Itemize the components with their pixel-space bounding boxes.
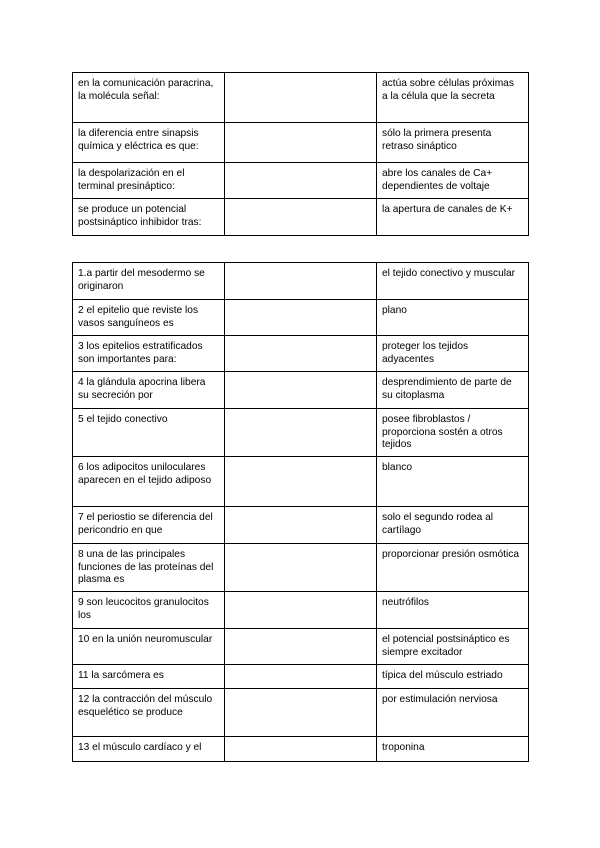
question-cell: la despolarización en el terminal presináptico:	[73, 163, 225, 199]
answer-cell: solo el segundo rodea al cartílago	[377, 507, 529, 544]
table-row	[73, 689, 529, 737]
question-cell: 7 el periostio se diferencia del pericondrio en que	[73, 507, 225, 544]
answer-cell: el potencial postsináptico es siempre excitador	[377, 629, 529, 665]
blank-cell	[225, 629, 377, 665]
answer-cell: sólo la primera presenta retraso sináptico	[377, 123, 529, 163]
table-row	[73, 409, 529, 457]
table-row	[73, 665, 529, 689]
blank-cell	[225, 263, 377, 300]
question-cell: 1.a partir del mesodermo se originaron	[73, 263, 225, 300]
table-row	[73, 73, 529, 123]
answer-cell: proporcionar presión osmótica	[377, 544, 529, 592]
answer-cell: por estimulación nerviosa	[377, 689, 529, 737]
blank-cell	[225, 737, 377, 762]
question-cell: 9 son leucocitos granulocitos los	[73, 592, 225, 629]
question-cell: 2 el epitelio que reviste los vasos sanguíneos es	[73, 300, 225, 336]
question-cell: 3 los epitelios estratificados son importantes para:	[73, 336, 225, 372]
question-cell: se produce un potencial postsináptico inhibidor tras:	[73, 199, 225, 236]
question-cell: 8 una de las principales funciones de las proteínas del plasma es	[73, 544, 225, 592]
question-table-1	[72, 72, 529, 236]
table-row	[73, 544, 529, 592]
question-table-2	[72, 262, 529, 762]
table-row	[73, 372, 529, 409]
question-cell: en la comunicación paracrina, la molécula señal:	[73, 73, 225, 123]
table-row	[73, 300, 529, 336]
blank-cell	[225, 123, 377, 163]
table-row	[73, 336, 529, 372]
answer-cell: blanco	[377, 457, 529, 507]
answer-cell: el tejido conectivo y muscular	[377, 263, 529, 300]
blank-cell	[225, 73, 377, 123]
table-row	[73, 263, 529, 300]
answer-cell: troponina	[377, 737, 529, 762]
blank-cell	[225, 163, 377, 199]
table-row	[73, 123, 529, 163]
blank-cell	[225, 372, 377, 409]
blank-cell	[225, 457, 377, 507]
answer-cell: actúa sobre células próximas a la célula que la secreta	[377, 73, 529, 123]
blank-cell	[225, 544, 377, 592]
question-cell: 6 los adipocitos uniloculares aparecen en el tejido adiposo	[73, 457, 225, 507]
table-row	[73, 163, 529, 199]
table-row	[73, 507, 529, 544]
blank-cell	[225, 592, 377, 629]
answer-cell: abre los canales de Ca+ dependientes de voltaje	[377, 163, 529, 199]
question-cell: 4 la glándula apocrina libera su secreción por	[73, 372, 225, 409]
blank-cell	[225, 300, 377, 336]
table-row	[73, 457, 529, 507]
table-row	[73, 737, 529, 762]
blank-cell	[225, 199, 377, 236]
question-cell: 5 el tejido conectivo	[73, 409, 225, 457]
answer-cell: la apertura de canales de K+	[377, 199, 529, 236]
answer-cell: neutrófilos	[377, 592, 529, 629]
blank-cell	[225, 689, 377, 737]
table-row	[73, 629, 529, 665]
blank-cell	[225, 507, 377, 544]
answer-cell: proteger los tejidos adyacentes	[377, 336, 529, 372]
question-cell: 12 la contracción del músculo esquelético se produce	[73, 689, 225, 737]
answer-cell: típica del músculo estriado	[377, 665, 529, 689]
question-cell: 13 el músculo cardíaco y el	[73, 737, 225, 762]
blank-cell	[225, 665, 377, 689]
question-cell: 10 en la unión neuromuscular	[73, 629, 225, 665]
question-cell: 11 la sarcómera es	[73, 665, 225, 689]
table-row	[73, 199, 529, 236]
question-cell: la diferencia entre sinapsis química y eléctrica es que:	[73, 123, 225, 163]
blank-cell	[225, 409, 377, 457]
answer-cell: posee fibroblastos / proporciona sostén a otros tejidos	[377, 409, 529, 457]
table-row	[73, 592, 529, 629]
answer-cell: desprendimiento de parte de su citoplasma	[377, 372, 529, 409]
blank-cell	[225, 336, 377, 372]
answer-cell: plano	[377, 300, 529, 336]
